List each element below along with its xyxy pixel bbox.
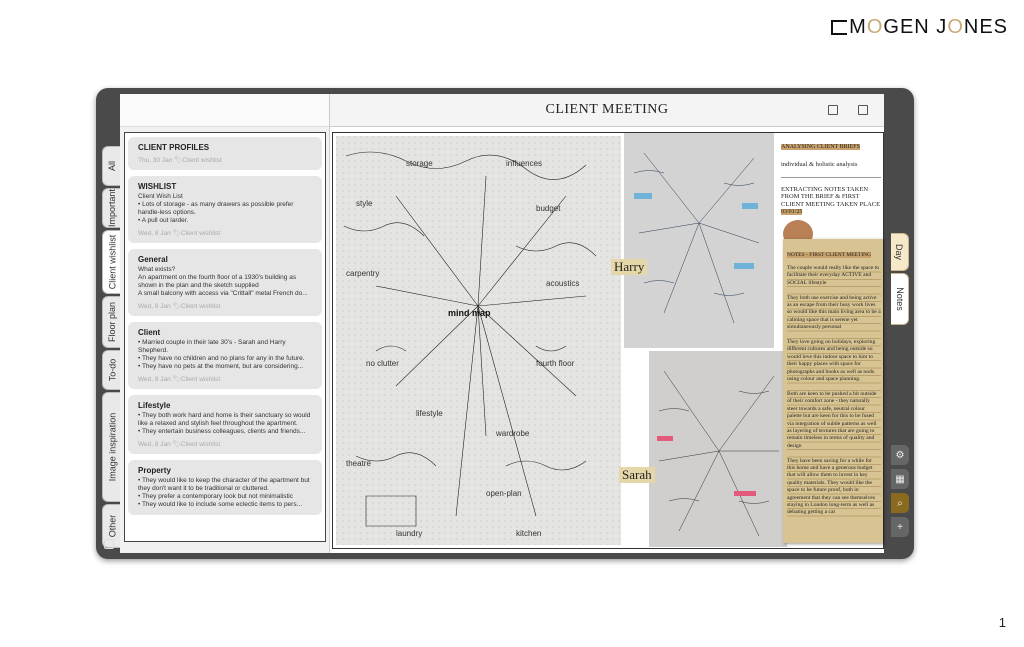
svg-text:lifestyle: lifestyle (416, 409, 443, 418)
tab-important[interactable] (102, 188, 121, 228)
share-icon[interactable] (828, 105, 838, 115)
list-item[interactable] (128, 249, 322, 316)
svg-text:kitchen: kitchen (516, 529, 542, 538)
tablet-frame (96, 88, 914, 559)
sarah-sketch (649, 351, 787, 547)
card-date: Wed, 8 Jan (138, 441, 171, 448)
svg-text:influences: influences (506, 159, 543, 168)
page-number: 1 (998, 615, 1006, 630)
svg-text:storage: storage (406, 159, 433, 168)
category-tabs (102, 138, 120, 558)
list-toolbar (120, 94, 329, 127)
card-body: • They both work hard and home is their sanctuary so would like a relaxed and stylish feel throughout the apartment. • They entertain business colleagues, clients and friends... (138, 412, 311, 435)
brand-part: M (849, 16, 867, 38)
svg-text:acoustics: acoustics (546, 279, 580, 288)
tag-icon: 🏷 (174, 157, 183, 164)
card-body: What exists? An apartment on the fourth floor of a 1930's building as shown in the plan and the sketch supplied A small balcony with access via "Crittall" metal French do... (138, 266, 308, 297)
extract-label: EXTRACTING NOTES TAKEN FROM THE BRIEF & FIRST CLIENT MEETING TAKEN PLACE (781, 185, 881, 208)
tab-day[interactable] (891, 233, 909, 271)
mind-map-sketch (336, 136, 621, 545)
list-item[interactable] (128, 137, 322, 170)
extract-date: 03/01/25 (781, 209, 803, 215)
tab-label: Client wishlist (107, 234, 118, 290)
tab-label: Image inspiration (107, 412, 118, 482)
app-screen (120, 94, 884, 553)
tab-floor-plan[interactable] (102, 296, 121, 348)
card-tag: Client wishlist (180, 303, 221, 310)
brand-part: NES (963, 16, 1008, 38)
list-item[interactable] (128, 322, 322, 389)
list-item[interactable] (128, 176, 322, 243)
card-title: Lifestyle (138, 401, 171, 410)
add-icon[interactable]: + (891, 517, 909, 537)
card-title: Client (138, 328, 161, 337)
search-icon[interactable]: ⌕ (891, 493, 909, 513)
tab-label: Notes (894, 287, 905, 311)
card-body: • Married couple in their late 30's - Sarah and Harry Shepherd. • They have no children and no plans for any in the future. • They have no pets at the moment, but are considering... (138, 339, 305, 370)
card-tag: Client wishlist (180, 230, 221, 237)
svg-text:style: style (356, 199, 373, 208)
sticky-note[interactable] (783, 239, 883, 543)
card-tag: Client wishlist (180, 441, 221, 448)
harry-mind-map-photo (624, 133, 774, 348)
brand-accent-letter: O (947, 16, 964, 38)
mind-map-photo (336, 136, 621, 545)
tag-icon: 🏷 (172, 441, 181, 448)
notes-list (124, 132, 326, 542)
card-date: Thu, 30 Jan (138, 157, 173, 164)
tab-label: Floor plan (107, 301, 117, 343)
tab-label: To-do (107, 358, 118, 382)
tab-image-inspiration[interactable] (102, 392, 121, 502)
brand-logo (831, 16, 1008, 39)
list-item[interactable] (128, 395, 322, 454)
card-title: CLIENT PROFILES (138, 143, 210, 152)
label-harry: Harry (611, 259, 647, 275)
card-title: WISHLIST (138, 182, 177, 191)
card-tag: Client wishlist (180, 376, 221, 383)
extract-text (781, 186, 881, 217)
card-meta (138, 440, 312, 448)
page-title: CLIENT MEETING (545, 102, 669, 117)
card-title: General (138, 255, 168, 264)
note-detail (330, 94, 884, 553)
tag-icon: 🏷 (172, 376, 181, 383)
card-title: Property (138, 466, 171, 475)
card-meta (138, 229, 312, 237)
sticky-body: The couple would really like the space to facilitate their everyday ACTIVE and SOCIAL lifestyle They both use exercise and being active as an escape from their busy work lives so would like this main living area to be a calming space that is serene yet simultaneously personal They love going on holidays, exploring different cultures and being outside so would love this indoor space to hint to their happy places with space for photographs and books as well as nods using colour and space planning. Both are keen to be pushed a bit outside of their comfort zone - they naturally steer towards a safe, neutral colour palette but are keen for this to be fused via integration of subtle patterns as well as layering of textures that are going to remain timeless in terms of quality and design They have been saving for a while for this home and have a generous budget that will allow them to invest in key quality materials. They would like the space to be future proof, both in agreement that they can see themselves staying in London long-term as well as debating getting a cat (787, 265, 881, 516)
card-tag: Client wishlist (182, 157, 222, 164)
brand-bracket-mark (831, 20, 847, 35)
gear-icon[interactable]: ⚙ (891, 445, 909, 465)
card-meta (138, 156, 312, 164)
tab-notes[interactable] (891, 273, 909, 325)
card-date: Wed, 8 Jan (138, 376, 171, 383)
notes-list-panel (120, 94, 330, 553)
tab-all[interactable] (102, 146, 121, 186)
note-canvas (332, 132, 884, 549)
notes-page (781, 135, 881, 547)
tag-icon: 🏷 (172, 303, 181, 310)
tab-client-wishlist[interactable] (102, 230, 121, 294)
svg-text:budget: budget (536, 204, 561, 213)
edit-icon[interactable] (858, 105, 868, 115)
card-meta (138, 375, 312, 383)
svg-text:wardrobe: wardrobe (496, 429, 530, 438)
svg-text:laundry: laundry (396, 529, 423, 538)
sticky-title: NOTES - FIRST CLIENT MEETING (787, 252, 872, 258)
brand-part: GEN J (883, 16, 948, 38)
calendar-icon[interactable]: ▦ (891, 469, 909, 489)
tab-label: Day (894, 243, 905, 261)
svg-text:carpentry: carpentry (346, 269, 380, 278)
sarah-mind-map-photo (649, 351, 787, 547)
svg-text:fourth floor: fourth floor (536, 359, 575, 368)
mind-map-center-label: mind map (448, 308, 491, 318)
brand-accent-letter: O (866, 16, 884, 38)
svg-text:open-plan: open-plan (486, 489, 522, 498)
tab-label: Important (107, 188, 117, 228)
card-body: • They would like to keep the character of the apartment but they don't want it to be traditional or cluttered. • They prefer a contemporary look but not minimalistic • They would like to include some eclectic items to pers... (138, 477, 310, 508)
card-date: Wed, 8 Jan (138, 303, 171, 310)
tag-icon: 🏷 (172, 230, 181, 237)
notes-heading: ANALYSING CLIENT BRIEFS (781, 144, 860, 150)
svg-text:no clutter: no clutter (366, 359, 399, 368)
title-bar (330, 94, 884, 127)
notes-subheading: individual & holistic analysis (781, 161, 858, 168)
tab-label: All (106, 160, 117, 172)
compose-icon[interactable] (104, 539, 114, 549)
tab-label: Other (107, 514, 118, 538)
divider (781, 177, 881, 178)
tab-to-do[interactable] (102, 350, 121, 390)
card-body: Client Wish List • Lots of storage - as many drawers as possible prefer handle-less options. • A pull out larder. (138, 193, 294, 224)
label-sarah: Sarah (619, 467, 655, 483)
card-meta (138, 302, 312, 310)
harry-sketch (624, 133, 774, 348)
svg-text:theatre: theatre (346, 459, 371, 468)
list-item[interactable] (128, 460, 322, 515)
card-date: Wed, 8 Jan (138, 230, 171, 237)
